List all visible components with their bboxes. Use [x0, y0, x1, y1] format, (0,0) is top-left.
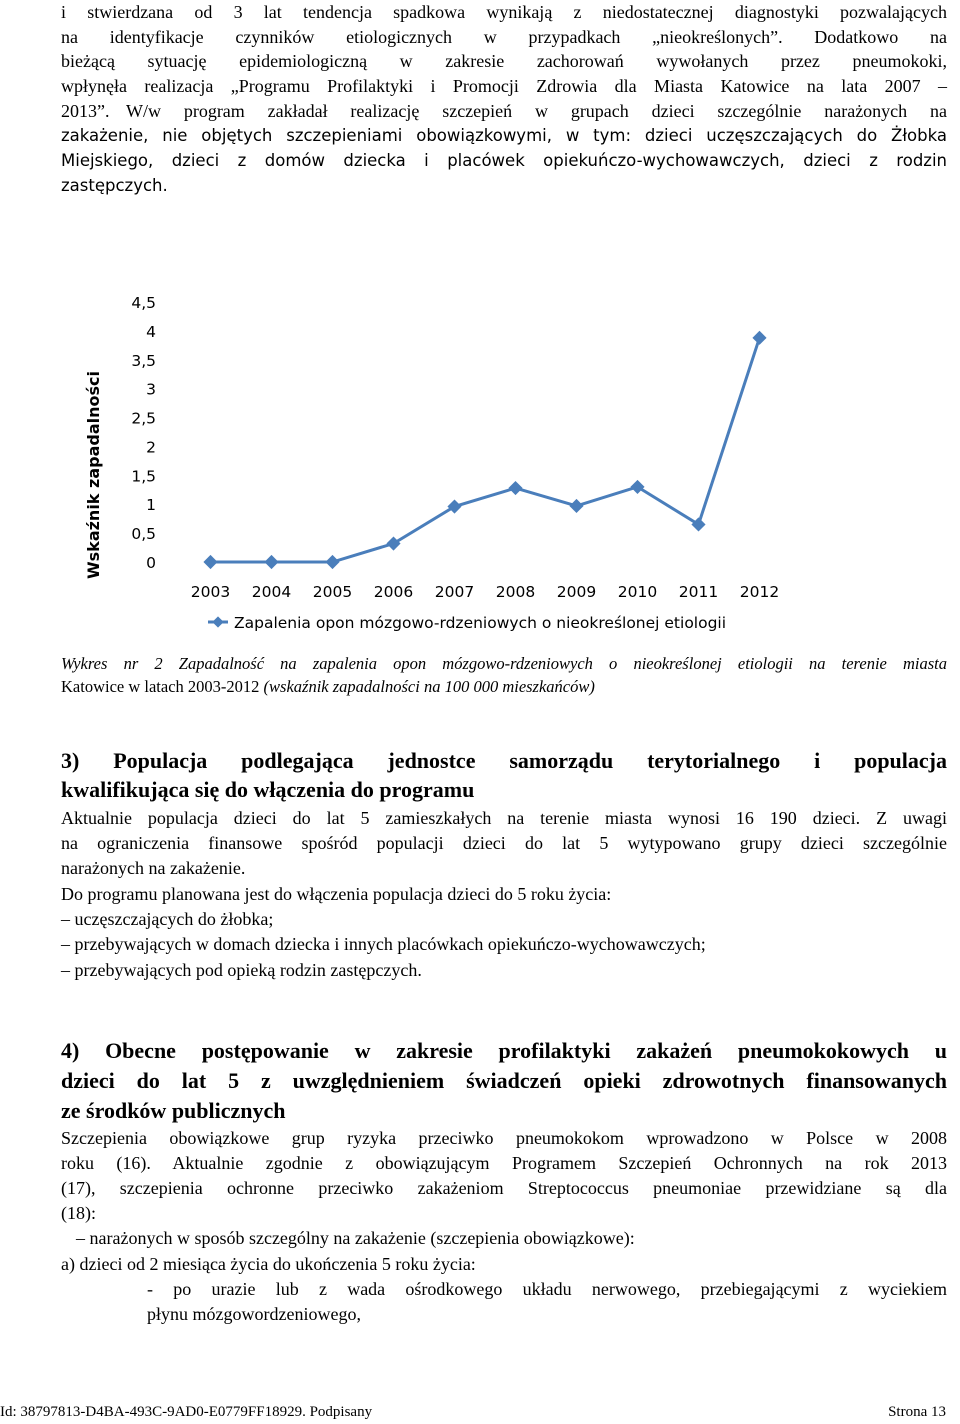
y-tick-label: 1 — [146, 496, 156, 515]
list-item: – uczęszczających do żłobka; — [61, 909, 274, 929]
section-4-heading-cont: dzieci do lat 5 z uwzględnieniem świadczeń opieki zdrowotnych finansowanych — [61, 1068, 947, 1093]
text-line: na identyfikacje czynników etiologicznych w przypadkach „nieokreślonych”. Dodatkowo na — [61, 26, 947, 47]
text-line: na ograniczenia finansowe spośród populacji dzieci do lat 5 wytypowano grupy dzieci szczególnie — [61, 833, 947, 853]
text-line: zastępczych. — [61, 176, 168, 195]
x-tick-label: 2004 — [251, 583, 292, 601]
x-tick-label: 2010 — [617, 583, 658, 601]
document-id: Id: 38797813-D4BA-493C-9AD0-E0779FF18929. Podpisany — [0, 1404, 373, 1420]
list-item-cont: płynu mózgowordzeniowego, — [147, 1304, 361, 1324]
data-point — [203, 555, 217, 569]
section-3-heading: 3) Populacja podlegająca jednostce samorządu terytorialnego i populacja — [61, 748, 947, 773]
legend-label: Zapalenia opon mózgowo-rdzeniowych o nieokreślonej etiologii — [234, 614, 727, 632]
list-item: – narażonych w sposób szczególny na zakażenie (szczepienia obowiązkowe): — [76, 1228, 635, 1248]
list-item: – przebywających w domach dziecka i innych placówkach opiekuńczo-wychowawczych; — [61, 934, 706, 954]
page-number: Strona 13 — [888, 1404, 946, 1420]
x-tick-label: 2009 — [556, 583, 597, 601]
series-line — [211, 338, 760, 562]
text-line: bieżącą sytuację epidemiologiczną w zakresie zachorowań wywołanych przez pneumokoki, — [61, 51, 947, 71]
y-tick-label: 4 — [146, 322, 156, 341]
caption-line-2a: Katowice w latach 2003-2012 — [61, 677, 260, 696]
section-4-heading: 4) Obecne postępowanie w zakresie profilaktyki zakażeń pneumokokowych u — [61, 1038, 947, 1063]
text-line: (17), szczepienia ochronne przeciwko zakażeniom Streptococcus pneumoniae przewidziane są dla — [61, 1178, 947, 1198]
y-tick-label: 2 — [146, 438, 156, 457]
text-line: narażonych na zakażenie. — [61, 858, 246, 878]
x-tick-label: 2003 — [190, 583, 231, 601]
x-tick-label: 2007 — [434, 583, 475, 601]
y-axis-label: Wskaźnik zapadalności — [84, 371, 103, 579]
data-point — [752, 331, 766, 345]
section-4-heading-cont: ze środków publicznych — [61, 1098, 286, 1123]
data-point — [691, 517, 705, 531]
y-tick-label: 2,5 — [131, 409, 156, 428]
y-tick-label: 1,5 — [131, 467, 156, 486]
x-tick-label: 2012 — [739, 583, 780, 601]
caption-line-1: Wykres nr 2 Zapadalność na zapalenia opon mózgowo-rdzeniowych o nieokreślonej etiologii na terenie miasta — [61, 654, 947, 673]
list-item: a) dzieci od 2 miesiąca życia do ukończenia 5 roku życia: — [61, 1254, 476, 1274]
data-point — [569, 499, 583, 513]
x-tick-label: 2005 — [312, 583, 353, 601]
y-tick-label: 4,5 — [131, 294, 156, 312]
y-tick-label: 3 — [146, 380, 156, 399]
text-line: Do programu planowana jest do włączenia populacja dzieci do 5 roku życia: — [61, 884, 612, 904]
incidence-chart — [80, 290, 820, 640]
y-tick-label: 0 — [146, 554, 156, 572]
data-point — [630, 480, 644, 494]
text-line: i stwierdzana od 3 lat tendencja spadkowa wynikają z niedostatecznej diagnostyki pozwalających — [61, 2, 947, 22]
list-item: – przebywających pod opieką rodzin zastępczych. — [61, 960, 422, 980]
text-line: zakażenie, nie objętych szczepieniami obowiązkowymi, w tym: dzieci uczęszczających do Żłobka — [61, 126, 947, 145]
x-tick-label: 2008 — [495, 583, 536, 601]
data-point — [386, 536, 400, 550]
x-tick-label: 2006 — [373, 583, 414, 601]
data-point — [447, 499, 461, 513]
text-line: roku (16). Aktualnie zgodnie z obowiązującym Programem Szczepień Ochronnych na rok 2013 — [61, 1153, 947, 1173]
text-line: Miejskiego, dzieci z domów dziecka i placówek opiekuńczo-wychowawczych, dzieci z rodzin — [61, 151, 947, 170]
legend — [208, 614, 726, 632]
data-point — [325, 555, 339, 569]
section-3-heading-cont: kwalifikująca się do włączenia do programu — [61, 777, 475, 802]
y-tick-label: 3,5 — [131, 351, 156, 370]
data-point — [264, 555, 278, 569]
text-line: Aktualnie populacja dzieci do lat 5 zamieszkałych na terenie miasta wynosi 16 190 dzieci. Z uwagi — [61, 808, 947, 828]
text-line: Szczepienia obowiązkowe grup ryzyka przeciwko pneumokokom wprowadzono w Polsce w 2008 — [61, 1128, 947, 1148]
text-line: (18): — [61, 1203, 96, 1223]
caption-line-2b: (wskaźnik zapadalności na 100 000 mieszkańców) — [259, 677, 595, 696]
data-point — [508, 481, 522, 495]
text-line: wpłynęła realizacja „Programu Profilaktyki i Promocji Zdrowia dla Miasta Katowice na lata 2007 – — [61, 75, 947, 96]
chart-caption — [61, 652, 947, 698]
list-item: - po urazie lub z wada ośrodkowego układu nerwowego, przebiegającymi z wyciekiem — [147, 1279, 947, 1299]
text-line: 2013”. — [61, 101, 110, 121]
text-line: W/w program zakładał realizację szczepień w grupach dzieci szczególnie narażonych na — [126, 101, 947, 121]
y-tick-label: 0,5 — [131, 525, 156, 544]
line-chart — [80, 290, 820, 640]
x-tick-label: 2011 — [678, 583, 719, 601]
legend-marker — [212, 616, 223, 627]
